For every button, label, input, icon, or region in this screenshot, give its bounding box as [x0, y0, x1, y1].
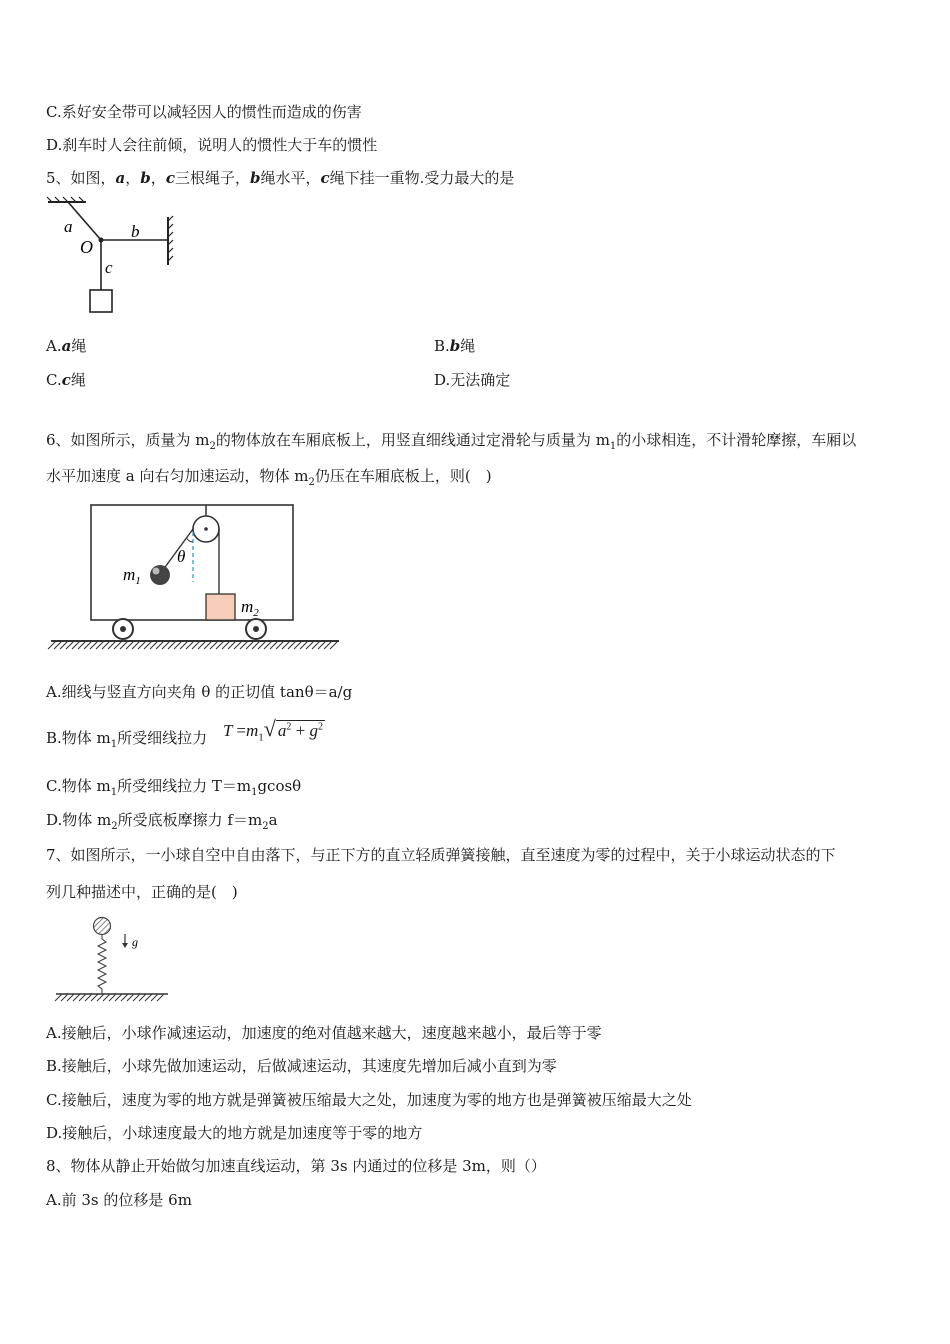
q6-sub: 2: [111, 821, 118, 832]
hatch-mark: [79, 994, 86, 1001]
option-var: a: [61, 337, 72, 355]
q5-label-b: b: [131, 222, 140, 241]
q5-knot: [99, 238, 104, 243]
q6-option-b-formula: [223, 716, 325, 750]
q6-ball-m1: [150, 565, 170, 585]
q6-text: 仍压在车厢底板上，则( ): [314, 467, 492, 485]
formula-eq: =: [236, 721, 246, 740]
q5-rope-a: [68, 202, 101, 240]
q7-ball: [94, 918, 111, 935]
q6-text: gcosθ: [257, 777, 302, 795]
q5-stem-text: 绳水平，: [260, 169, 321, 187]
q6-stem-line1: [46, 430, 856, 457]
q6-ground-hatch: [48, 641, 338, 649]
q7-ground-hatch: [55, 994, 164, 1001]
q6-sub: 2: [308, 477, 315, 488]
q5-stem-var-c: c: [165, 169, 175, 187]
q7-option-b: B.接触后，小球先做加速运动，后做减速运动，其速度先增加后减小直到为零: [46, 1057, 557, 1075]
hatch-mark: [103, 994, 110, 1001]
q6-cart-diagram: [46, 502, 346, 657]
q5-stem-text: 5、如图，: [46, 169, 116, 187]
q6-sub: 2: [262, 821, 269, 832]
hatch-mark: [145, 994, 152, 1001]
q6-label-theta: θ: [177, 547, 186, 566]
q6-label-m2: $m_2$: [241, 597, 259, 619]
q5-option-d: D.无法确定: [434, 371, 511, 389]
q5-stem-var-b: b: [249, 169, 261, 187]
hatch-mark: [73, 994, 80, 1001]
q6-sub: 1: [251, 787, 258, 798]
q8-stem: 8、物体从静止开始做匀加速直线运动，第 3s 内通过的位移是 3m，则（）: [46, 1157, 546, 1175]
formula-a: a: [277, 721, 287, 740]
hatch-mark: [139, 994, 146, 1001]
q6-label-m1: $m_1$: [123, 565, 141, 587]
q6-text: 所受细线拉力: [117, 729, 208, 747]
q7-option-c: C.接触后，速度为零的地方就是弹簧被压缩最大之处，加速度为零的地方也是弹簧被压缩最大之处: [46, 1091, 692, 1109]
q6-text: 所受细线拉力 T＝m: [117, 777, 252, 795]
q6-block-m2: [206, 594, 235, 620]
q7-stem-line1: 7、如图所示，一小球自空中自由落下，与正下方的直立轻质弹簧接触，直至速度为零的过程中，关于小球运动状态的下: [46, 846, 836, 864]
hatch-mark: [61, 994, 68, 1001]
q6-sub: 2: [209, 441, 216, 452]
q4-option-d: D.刹车时人会往前倾，说明人的惯性大于车的惯性: [46, 136, 378, 154]
q5-stem: [46, 168, 514, 188]
q5-stem-text: 绳下挂一重物.受力最大的是: [329, 169, 515, 187]
q6-text: C.物体 m: [46, 777, 111, 795]
option-text: 绳: [71, 337, 87, 355]
q6-option-a: A.细线与竖直方向夹角 θ 的正切值 tanθ＝a/g: [46, 683, 353, 701]
option-letter: B.: [434, 337, 450, 355]
q5-label-a: a: [64, 217, 73, 236]
q6-text: a: [268, 811, 278, 829]
q5-stem-sep: ，: [125, 169, 141, 187]
q6-stem-line2: [46, 466, 492, 493]
q5-stem-sep: ，: [150, 169, 166, 187]
q5-weight: [90, 290, 112, 312]
q5-option-c: [46, 370, 86, 390]
hatch-mark: [115, 994, 122, 1001]
q6-option-b: [46, 728, 207, 755]
q7-stem-line2: 列几种描述中，正确的是( ): [46, 883, 238, 901]
q6-cart-body: [91, 505, 293, 620]
option-var: c: [61, 371, 71, 389]
q6-text: 水平加速度 a 向右匀加速运动，物体 m: [46, 467, 309, 485]
formula-sub: 1: [258, 731, 264, 744]
q5-rope-diagram: [40, 195, 190, 320]
q8-option-a: A.前 3s 的位移是 6m: [46, 1191, 192, 1209]
option-letter: C.: [46, 371, 62, 389]
q5-stem-var-b: b: [140, 169, 151, 187]
q7-option-d: D.接触后，小球速度最大的地方就是加速度等于零的地方: [46, 1124, 423, 1142]
formula-exp: 2: [286, 721, 292, 733]
hatch-mark: [85, 994, 92, 1001]
hatch-mark: [127, 994, 134, 1001]
q6-sub: 1: [110, 739, 118, 750]
hatch-mark: [121, 994, 128, 1001]
q5-stem-text: 三根绳子，: [174, 169, 250, 187]
q6-text: 的小球相连，不计滑轮摩擦，车厢以: [616, 431, 857, 449]
hatch-mark: [67, 994, 74, 1001]
hatch-mark: [55, 994, 62, 1001]
q6-text: B.物体 m: [46, 729, 111, 747]
q5-stem-var-c: c: [320, 169, 330, 187]
q4-option-c: C.系好安全带可以减轻因人的惯性而造成的伤害: [46, 103, 362, 121]
q7-spring: [98, 935, 106, 994]
q6-sub: 1: [609, 441, 617, 452]
q7-label-g: g: [132, 935, 138, 949]
formula-radicand: [276, 720, 325, 740]
q6-option-c: [46, 776, 301, 803]
q6-text: 所受底板摩擦力 f＝m: [117, 811, 263, 829]
formula-plus: +: [295, 721, 306, 740]
q5-label-c: c: [105, 258, 113, 277]
q5-option-a: [46, 336, 86, 356]
hatch-mark: [151, 994, 158, 1001]
hatch-mark: [109, 994, 116, 1001]
hatch-mark: [157, 994, 164, 1001]
option-text: 绳: [70, 371, 86, 389]
q7-option-a: A.接触后，小球作减速运动，加速度的绝对值越来越大，速度越来越小，最后等于零: [46, 1024, 602, 1042]
option-text: 绳: [460, 337, 476, 355]
q6-text: D.物体 m: [46, 811, 112, 829]
hatch-mark: [91, 994, 98, 1001]
q5-stem-var-a: a: [115, 169, 126, 187]
q6-text: 的物体放在车厢底板上，用竖直细线通过定滑轮与质量为 m: [215, 431, 610, 449]
option-var: b: [449, 337, 461, 355]
hatch-mark: [97, 994, 104, 1001]
q6-text: 6、如图所示，质量为 m: [46, 431, 210, 449]
q5-option-b: [434, 336, 475, 356]
hatch-mark: [133, 994, 140, 1001]
q7-spring-diagram: [52, 912, 172, 1007]
q6-sub: 1: [110, 787, 118, 798]
option-letter: A.: [46, 337, 62, 355]
formula-T: T: [223, 721, 233, 740]
formula-g: g: [309, 721, 318, 740]
q5-label-o: O: [80, 237, 93, 257]
sqrt-icon: √: [263, 716, 276, 741]
q6-option-d: [46, 810, 278, 837]
formula-exp: 2: [317, 721, 323, 733]
formula-m: m: [246, 721, 259, 740]
